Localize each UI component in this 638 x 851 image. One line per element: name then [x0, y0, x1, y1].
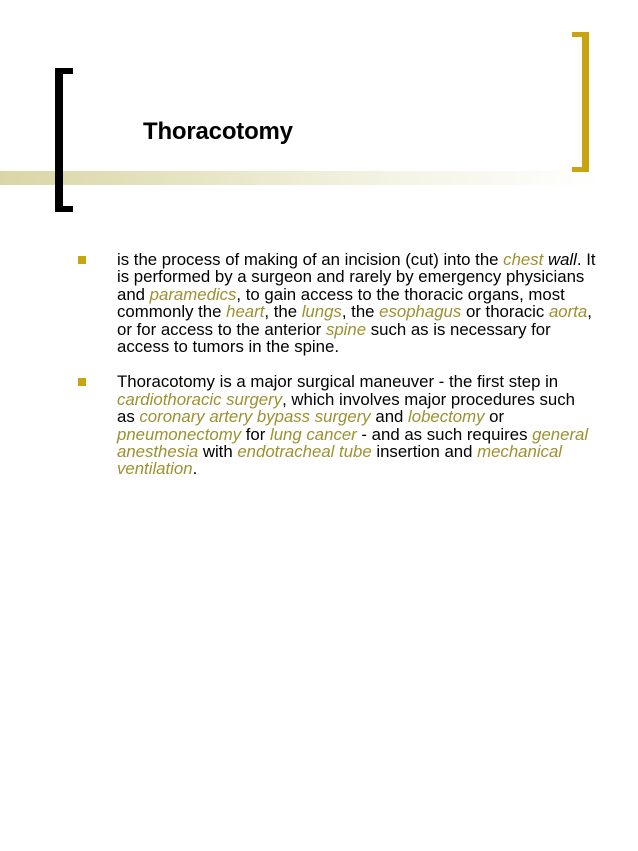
body-text: is the process of making of an incision (cut) into the [117, 250, 504, 269]
body-text: , which involves major procedures such as [117, 389, 575, 427]
body-text: , to gain access to the thoracic organs, most commonly the [117, 284, 565, 322]
inline-link[interactable]: heart [226, 302, 265, 322]
left-bracket-decoration [55, 68, 73, 212]
body-text: with [198, 442, 238, 462]
body-text: , or for access to the anterior [117, 302, 592, 339]
body-text: or thoracic [461, 302, 549, 322]
inline-link[interactable]: cardiothoracic surgery [117, 389, 283, 409]
bullet-square-icon [78, 378, 86, 386]
bullet-item-1 [76, 251, 596, 355]
title-underline-bar [0, 171, 600, 185]
body-text: . [192, 459, 198, 479]
slide-title: Thoracotomy [143, 118, 293, 145]
inline-link[interactable]: endotracheal tube [237, 442, 372, 462]
italic-text: wall [547, 250, 577, 269]
body-text: . It is performed by a surgeon and rarely by emergency physicians and [117, 250, 596, 304]
inline-link[interactable]: chest [503, 250, 544, 269]
bullet-text-1 [117, 251, 596, 355]
bullet-list [76, 251, 596, 496]
body-text: for [241, 424, 270, 444]
inline-link[interactable]: spine [325, 319, 367, 339]
body-text: such as is necessary for access to tumors in the spine. [117, 319, 551, 357]
body-text: - and as such requires [356, 424, 533, 444]
inline-link[interactable]: general anesthesia [117, 424, 589, 462]
inline-link[interactable]: pneumonectomy [117, 424, 242, 444]
bullet-item-2 [76, 373, 596, 477]
inline-link[interactable]: paramedics [149, 284, 237, 304]
inline-link[interactable]: coronary artery bypass surgery [139, 407, 371, 427]
body-text: Thoracotomy is a major surgical maneuver - the first step in [117, 372, 559, 392]
bullet-square-icon [78, 256, 86, 264]
inline-link[interactable]: lung cancer [270, 424, 357, 444]
inline-link[interactable]: mechanical ventilation [117, 442, 563, 479]
body-text: insertion and [371, 442, 478, 462]
inline-link[interactable]: lungs [301, 302, 342, 322]
body-text: , the [264, 302, 302, 322]
inline-link[interactable]: lobectomy [408, 407, 485, 427]
inline-link[interactable]: esophagus [379, 302, 462, 322]
right-bracket-decoration [572, 32, 589, 172]
body-text: and [370, 407, 409, 427]
body-text: , the [341, 302, 380, 322]
inline-link[interactable]: aorta [548, 302, 588, 322]
body-text: or [484, 407, 505, 427]
bullet-text-2 [117, 373, 596, 477]
